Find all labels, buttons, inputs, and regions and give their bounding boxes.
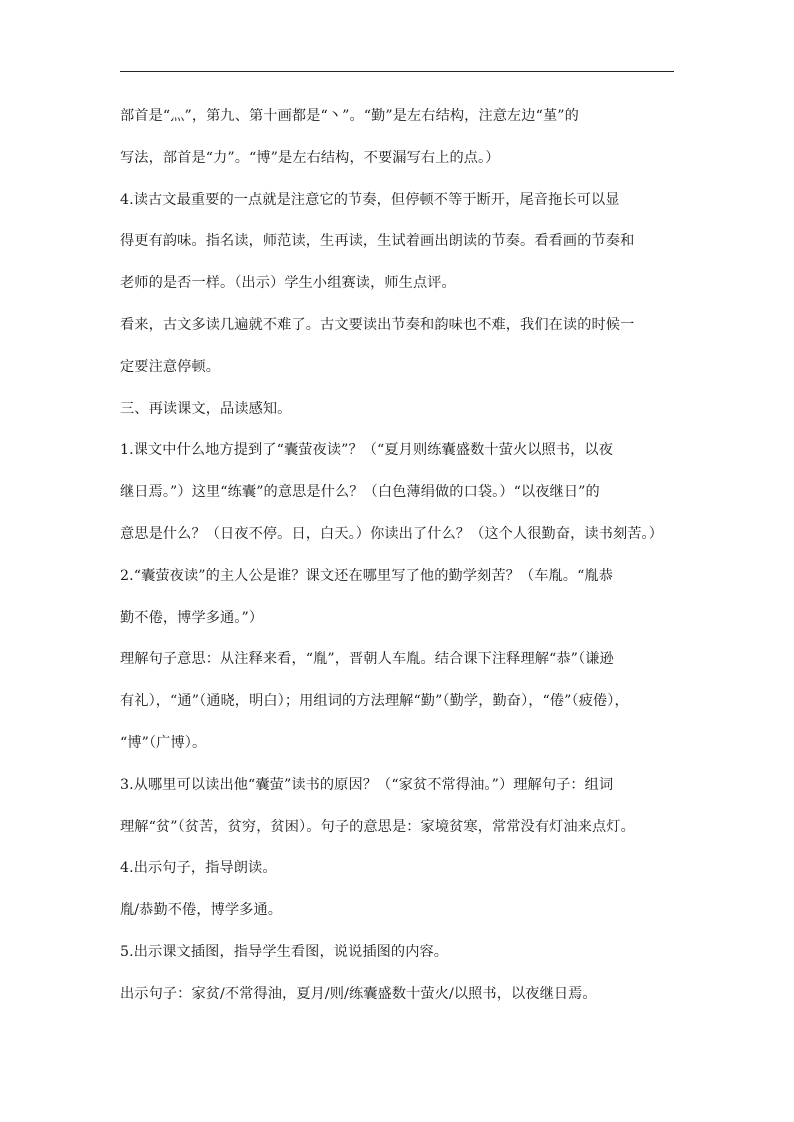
text-line: 1.课文中什么地方提到了“囊萤夜读”？（“夏月则练囊盛数十萤火以照书，以夜 <box>120 442 613 459</box>
text-line: 4.出示句子，指导朗读。 <box>120 860 277 877</box>
section-heading: 三、再读课文，品读感知。 <box>120 400 292 417</box>
text-line: 意思是什么？（日夜不停。日，白天。）你读出了什么？（这个人很勤奋，读书刻苦。） <box>120 525 664 542</box>
text-line: “博”（广博）。 <box>120 734 207 751</box>
text-line: 得更有韵味。指名读，师范读，生再读，生试着画出朗读的节奏。看看画的节奏和 <box>120 233 635 250</box>
document-body <box>120 100 680 1020</box>
text-line: 有礼），“通”（通晓，明白）；用组词的方法理解“勤”（勤学，勤奋），“倦”（疲倦）， <box>120 693 629 710</box>
text-line: 出示句子：家贫/不常得油，夏月/则/练囊盛数十萤火/以照书，以夜继日焉。 <box>120 985 597 1002</box>
text-line: 写法，部首是“力”。“博”是左右结构，不要漏写右上的点。） <box>120 149 500 166</box>
text-line: 老师的是否一样。（出示）学生小组赛读，师生点评。 <box>120 275 456 292</box>
text-line: 理解“贫”（贫苦，贫穷，贫困）。句子的意思是：家境贫寒，常常没有灯油来点灯。 <box>120 818 635 835</box>
text-line: 继日焉。”）这里“练囊”的意思是什么？（白色薄绢做的口袋。）“以夜继日”的 <box>120 484 600 501</box>
text-line: 5.出示课文插图，指导学生看图，说说插图的内容。 <box>120 943 449 960</box>
text-line: 胤/恭勤不倦，博学多通。 <box>120 902 283 919</box>
text-line: 理解句子意思：从注释来看，“胤”，晋朝人车胤。结合课下注释理解“恭”（谦逊 <box>120 651 614 668</box>
text-line: 4.读古文最重要的一点就是注意它的节奏，但停顿不等于断开，尾音拖长可以显 <box>120 191 620 208</box>
header-rule <box>120 71 674 72</box>
text-line: 2.“囊萤夜读”的主人公是谁？课文还在哪里写了他的勤学刻苦？（车胤。“胤恭 <box>120 567 613 584</box>
text-line: 部首是“灬”，第九、第十画都是“丶”。“勤”是左右结构，注意左边“堇”的 <box>120 108 579 124</box>
text-line: 看来，古文多读几遍就不难了。古文要读出节奏和韵味也不难，我们在读的时候一 <box>120 316 635 333</box>
text-line: 勤不倦，博学多通。”） <box>120 609 264 626</box>
text-line: 3.从哪里可以读出他“囊萤”读书的原因？（“家贫不常得油。”）理解句子：组词 <box>120 776 614 793</box>
text-line: 定要注意停顿。 <box>120 358 221 375</box>
